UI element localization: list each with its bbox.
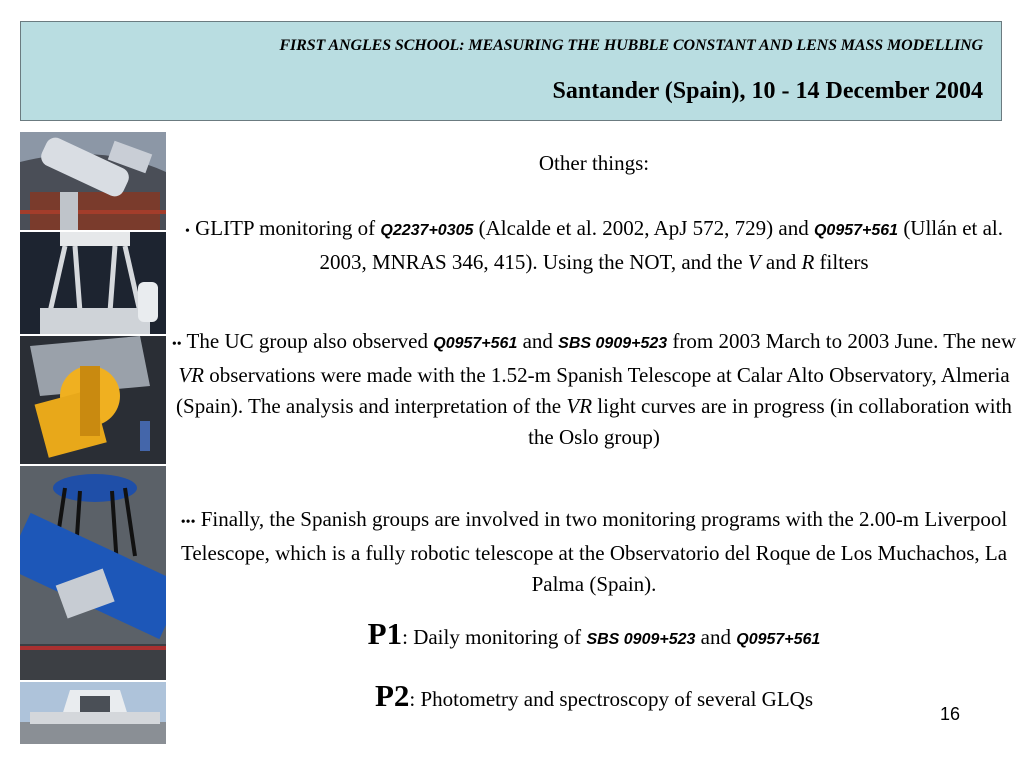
- page-number: 16: [940, 704, 961, 724]
- program-p2: P2: Photometry and spectroscopy of several GLQs: [374, 678, 813, 713]
- bullet: •: [184, 224, 190, 239]
- paragraph-glitp: • GLITP monitoring of Q2237+0305 (Alcalde et al. 2002, ApJ 572, 729) and Q0957+561 (Ullán et al. 2003, MNRAS 346, 415). Using the NOT, and the V and R filters: [184, 216, 1004, 274]
- section-heading: Other things:: [538, 151, 650, 175]
- object-name: Q0957+561: [433, 335, 518, 352]
- object-name: Q0957+561: [736, 631, 821, 648]
- program-label: P2: [374, 678, 410, 713]
- photo-strip: [20, 132, 166, 744]
- paragraph-liverpool: ••• Finally, the Spanish groups are involved in two monitoring programs with the 2.00-m Liverpool Telescope, which is a fully robotic telescope at the Observatorio del Roque de Los Muchachos, La Palma (Spain).: [180, 507, 1008, 596]
- slide-header: [20, 21, 1002, 121]
- object-name: Q0957+561: [813, 222, 899, 239]
- venue-date: Santander (Spain), 10 - 14 December 2004: [552, 78, 983, 104]
- object-name: SBS 0909+523: [558, 335, 668, 352]
- telescope-structure-photo: [20, 232, 166, 334]
- object-name: Q2237+0305: [380, 222, 474, 239]
- bullet: •••: [180, 515, 196, 530]
- paragraph-uc-group: •• The UC group also observed Q0957+561 and SBS 0909+523 from 2003 March to 2003 June. The new VR observations were made with the 1.52-m Spanish Telescope at Calar Alto Observatory, Almeria (Spain). The analysis and interpretation of the VR light curves are in progress (in collaboration with the Oslo group): [171, 329, 1017, 449]
- object-name: SBS 0909+523: [586, 631, 696, 648]
- bullet: ••: [171, 337, 182, 352]
- program-label: P1: [367, 616, 403, 651]
- program-p1: P1: Daily monitoring of SBS 0909+523 and Q0957+561: [367, 616, 821, 651]
- observatory-building-photo: [20, 682, 166, 744]
- telescope-dome-photo: [20, 132, 166, 230]
- yellow-telescope-photo: [20, 336, 166, 464]
- school-title: FIRST ANGLES SCHOOL: MEASURING THE HUBBLE CONSTANT AND LENS MASS MODELLING: [279, 37, 983, 54]
- blue-telescope-photo: [20, 466, 166, 680]
